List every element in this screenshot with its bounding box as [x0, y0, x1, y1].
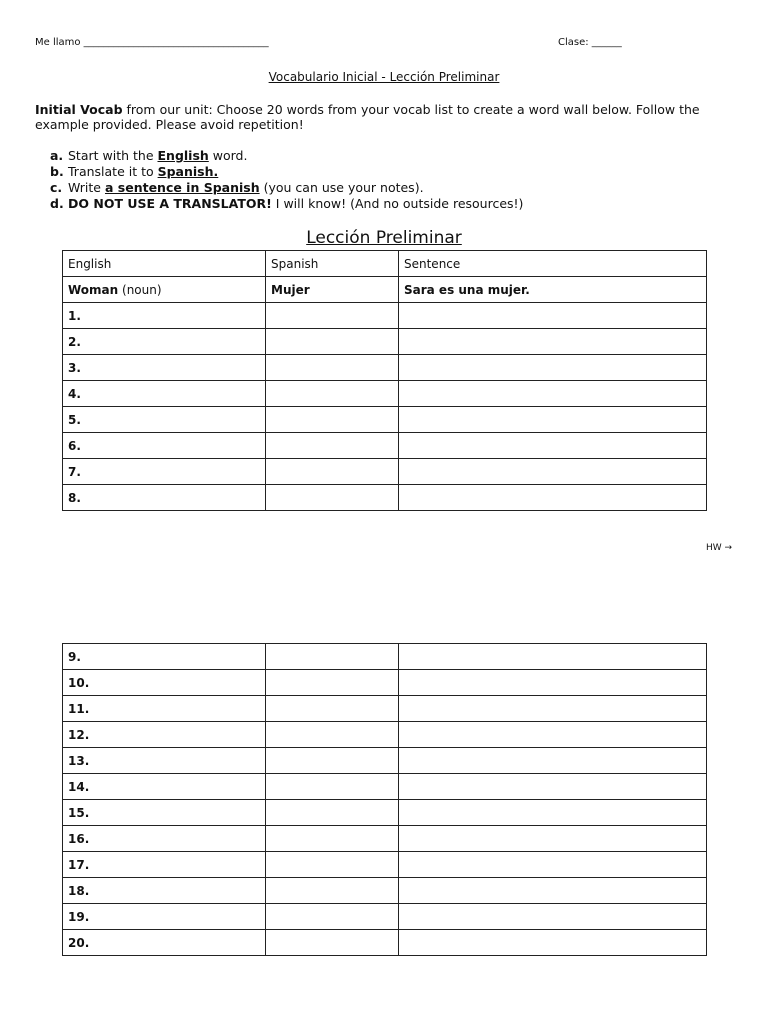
- example-english: [63, 277, 266, 303]
- row-number-cell[interactable]: 1.: [63, 303, 266, 329]
- sentence-cell[interactable]: [399, 433, 707, 459]
- table-row: [63, 670, 707, 696]
- vocab-table-part1: [62, 250, 707, 511]
- table-title: Lección Preliminar: [306, 228, 462, 248]
- table-row: [63, 355, 707, 381]
- row-number-cell[interactable]: 4.: [63, 381, 266, 407]
- spanish-cell[interactable]: [266, 930, 399, 956]
- sentence-cell[interactable]: [399, 407, 707, 433]
- row-number-cell[interactable]: 2.: [63, 329, 266, 355]
- spanish-cell[interactable]: [266, 329, 399, 355]
- sentence-cell[interactable]: [399, 878, 707, 904]
- spanish-cell[interactable]: [266, 904, 399, 930]
- spanish-cell[interactable]: [266, 748, 399, 774]
- step-text: word.: [208, 148, 248, 163]
- sentence-cell[interactable]: [399, 852, 707, 878]
- spanish-cell[interactable]: [266, 696, 399, 722]
- instruction-item: [50, 164, 523, 180]
- sentence-cell[interactable]: [399, 381, 707, 407]
- row-number-cell[interactable]: 10.: [63, 670, 266, 696]
- table-row: [63, 303, 707, 329]
- step-emphasis: DO NOT USE A TRANSLATOR!: [68, 196, 272, 211]
- row-number-cell[interactable]: 3.: [63, 355, 266, 381]
- spanish-cell[interactable]: [266, 303, 399, 329]
- step-letter: c.: [50, 180, 63, 195]
- vocab-table-part2: [62, 643, 707, 956]
- header-english: English: [63, 251, 266, 277]
- spanish-cell[interactable]: [266, 774, 399, 800]
- spanish-cell[interactable]: [266, 644, 399, 670]
- row-number-cell[interactable]: 13.: [63, 748, 266, 774]
- table-row: [63, 696, 707, 722]
- example-english-pos: (noun): [118, 282, 162, 297]
- table-row: [63, 381, 707, 407]
- table-row: [63, 852, 707, 878]
- example-row: [63, 277, 707, 303]
- sentence-cell[interactable]: [399, 670, 707, 696]
- sentence-cell[interactable]: [399, 826, 707, 852]
- sentence-cell[interactable]: [399, 904, 707, 930]
- table-row: [63, 826, 707, 852]
- step-text: Write: [68, 180, 105, 195]
- homework-marker: HW →: [706, 543, 733, 553]
- intro-bold: Initial Vocab: [35, 102, 123, 117]
- row-number-cell[interactable]: 15.: [63, 800, 266, 826]
- row-number-cell[interactable]: 17.: [63, 852, 266, 878]
- spanish-cell[interactable]: [266, 722, 399, 748]
- row-number-cell[interactable]: 12.: [63, 722, 266, 748]
- row-number-cell[interactable]: 20.: [63, 930, 266, 956]
- name-field-label[interactable]: Me llamo _____________________________________: [35, 37, 269, 48]
- step-letter: d.: [50, 196, 64, 211]
- table-row: [63, 644, 707, 670]
- sentence-cell[interactable]: [399, 696, 707, 722]
- row-number-cell[interactable]: 7.: [63, 459, 266, 485]
- document-title: Vocabulario Inicial - Lección Preliminar: [268, 70, 500, 84]
- sentence-cell[interactable]: [399, 800, 707, 826]
- row-number-cell[interactable]: 11.: [63, 696, 266, 722]
- spanish-cell[interactable]: [266, 485, 399, 511]
- instruction-list: [50, 148, 523, 212]
- table-row: [63, 433, 707, 459]
- row-number-cell[interactable]: 18.: [63, 878, 266, 904]
- table-row: [63, 459, 707, 485]
- table-row: [63, 904, 707, 930]
- table-row: [63, 878, 707, 904]
- example-english-word: Woman: [68, 282, 119, 297]
- step-text: Start with the: [68, 148, 158, 163]
- example-spanish: Mujer: [266, 277, 399, 303]
- spanish-cell[interactable]: [266, 670, 399, 696]
- table-row: [63, 800, 707, 826]
- example-sentence: Sara es una mujer.: [399, 277, 707, 303]
- sentence-cell[interactable]: [399, 748, 707, 774]
- row-number-cell[interactable]: 16.: [63, 826, 266, 852]
- spanish-cell[interactable]: [266, 800, 399, 826]
- step-emphasis: a sentence in Spanish: [104, 180, 260, 195]
- spanish-cell[interactable]: [266, 407, 399, 433]
- step-text: (you can use your notes).: [259, 180, 424, 195]
- table-row: [63, 485, 707, 511]
- sentence-cell[interactable]: [399, 459, 707, 485]
- spanish-cell[interactable]: [266, 878, 399, 904]
- step-letter: b.: [50, 164, 64, 179]
- header-spanish: Spanish: [266, 251, 399, 277]
- table-row: [63, 774, 707, 800]
- row-number-cell[interactable]: 5.: [63, 407, 266, 433]
- table-row: [63, 748, 707, 774]
- spanish-cell[interactable]: [266, 459, 399, 485]
- row-number-cell[interactable]: 8.: [63, 485, 266, 511]
- table-row: [63, 722, 707, 748]
- spanish-cell[interactable]: [266, 381, 399, 407]
- instruction-item: [50, 180, 523, 196]
- sentence-cell[interactable]: [399, 485, 707, 511]
- header-row: [63, 251, 707, 277]
- table-row: [63, 930, 707, 956]
- sentence-cell[interactable]: [399, 722, 707, 748]
- step-text: I will know! (And no outside resources!): [271, 196, 524, 211]
- table-row: [63, 407, 707, 433]
- spanish-cell[interactable]: [266, 355, 399, 381]
- sentence-cell[interactable]: [399, 644, 707, 670]
- sentence-cell[interactable]: [399, 774, 707, 800]
- header-sentence: Sentence: [399, 251, 707, 277]
- step-letter: a.: [50, 148, 64, 163]
- step-emphasis: Spanish.: [157, 164, 219, 179]
- spanish-cell[interactable]: [266, 433, 399, 459]
- sentence-cell[interactable]: [399, 930, 707, 956]
- table-row: [63, 329, 707, 355]
- row-number-cell[interactable]: 14.: [63, 774, 266, 800]
- class-field-label[interactable]: Clase: ______: [558, 37, 622, 48]
- spanish-cell[interactable]: [266, 826, 399, 852]
- instruction-item: [50, 196, 523, 212]
- step-text: Translate it to: [68, 164, 158, 179]
- spanish-cell[interactable]: [266, 852, 399, 878]
- instruction-item: [50, 148, 523, 164]
- sentence-cell[interactable]: [399, 355, 707, 381]
- row-number-cell[interactable]: 9.: [63, 644, 266, 670]
- sentence-cell[interactable]: [399, 329, 707, 355]
- row-number-cell[interactable]: 6.: [63, 433, 266, 459]
- step-emphasis: English: [157, 148, 209, 163]
- sentence-cell[interactable]: [399, 303, 707, 329]
- intro-text: from our unit: Choose 20 words from your vocab list to create a word wall below. Follow the example provided. Please avoid repetition!: [35, 102, 700, 132]
- intro-paragraph: [35, 102, 735, 132]
- row-number-cell[interactable]: 19.: [63, 904, 266, 930]
